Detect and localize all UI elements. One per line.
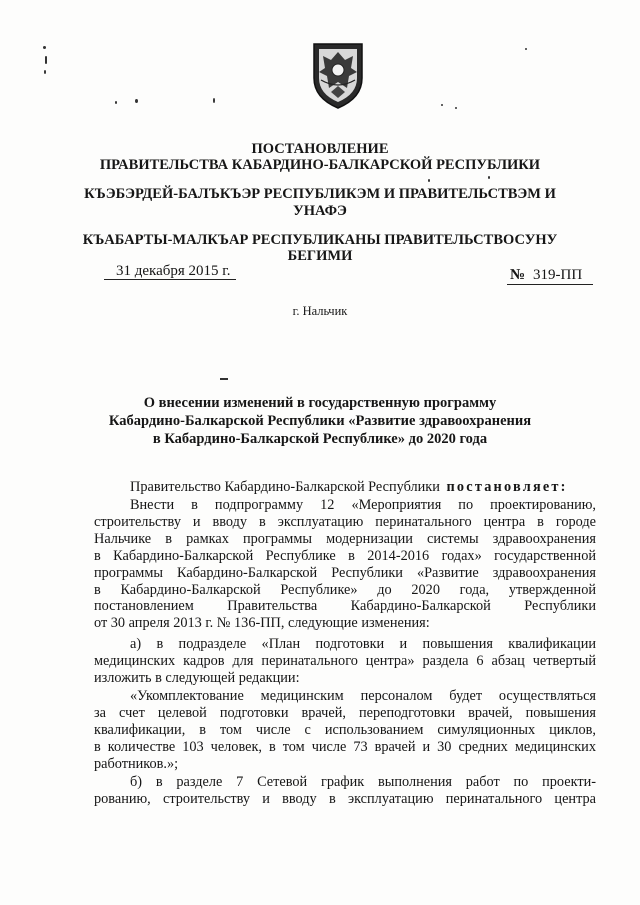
coat-of-arms-emblem <box>309 40 367 110</box>
text-line: а) в подразделе «План подготовки и повышения квалификации <box>130 636 596 652</box>
scan-speck <box>213 98 215 103</box>
text-line: программы Кабардино-Балкарской Республики «Развитие здравоохранения <box>94 564 596 581</box>
issuer-title-kabardian: КЪЭБЭРДЕЙ-БАЛЪКЪЭР РЕСПУБЛИКЭМ И ПРАВИТЕЛЬСТВЭМ И <box>84 186 556 202</box>
scan-speck <box>455 107 457 109</box>
decree-preamble <box>130 479 568 496</box>
text-line: рованию, строительству и вводу в эксплуатацию перинатального центра <box>94 790 596 807</box>
emblem-icon <box>309 40 367 110</box>
text-line: в количестве 103 человек, в том числе 73 врачей и 30 средних медицинских <box>94 738 596 755</box>
paragraph-amendments-intro <box>94 497 596 632</box>
issuer-title-balkar-cont: БЕГИМИ <box>287 248 353 264</box>
issuer-title: ПРАВИТЕЛЬСТВА КАБАРДИНО-БАЛКАРСКОЙ РЕСПУБЛИКИ <box>99 157 541 173</box>
paragraph-item-a <box>94 636 596 687</box>
decree-title-line3: в Кабардино-Балкарской Республике» до 2020 года <box>152 431 488 447</box>
scan-speck <box>525 48 527 50</box>
text-line: работников.»; <box>94 755 179 772</box>
document-number-label: № <box>510 267 526 283</box>
paragraph-item-b <box>94 774 596 808</box>
text-line: квалификации, в том числе с использованием симуляционных циклов, <box>94 721 596 738</box>
scan-speck <box>115 101 117 104</box>
scan-speck <box>441 104 443 106</box>
text-line: в Кабардино-Балкарской Республике в 2014-2016 годах» государственной <box>94 547 596 564</box>
text-line: Нальчике в рамках программы модернизации системы здравоохранения <box>94 530 596 547</box>
text-line: за счет целевой подготовки врачей, переподготовки врачей, повышения <box>94 704 596 721</box>
issuer-title-kabardian-cont: УНАФЭ <box>293 203 347 219</box>
text-line: медицинских кадров для перинатального центра» раздела 6 абзац четвертый <box>94 652 596 669</box>
text-line: строительству и вводу в эксплуатацию перинатального центра в городе <box>94 513 596 530</box>
preamble-text: Правительство Кабардино-Балкарской Республики <box>130 479 440 495</box>
document-type-title: ПОСТАНОВЛЕНИЕ <box>251 141 389 157</box>
scan-speck <box>45 56 47 64</box>
text-line: б) в разделе 7 Сетевой график выполнения работ по проекти- <box>130 774 596 790</box>
number-underline <box>507 284 593 285</box>
document-number: 319-ПП <box>533 267 583 283</box>
city: г. Нальчик <box>292 304 348 318</box>
scan-speck <box>43 46 46 49</box>
decree-title-line1: О внесении изменений в государственную программу <box>143 395 497 411</box>
issuer-title-balkar: КЪАБАРТЫ-МАЛКЪАР РЕСПУБЛИКАНЫ ПРАВИТЕЛЬСТВОСУНУ <box>82 232 558 248</box>
decree-title-line2: Кабардино-Балкарской Республики «Развитие здравоохранения <box>108 413 532 429</box>
scan-speck <box>44 70 46 74</box>
text-line: Внести в подпрограмму 12 «Мероприятия по проектированию, <box>130 497 596 513</box>
scan-speck <box>135 99 138 103</box>
document-date: 31 декабря 2015 г. <box>116 263 231 279</box>
scan-speck <box>488 176 490 179</box>
text-line: постановлением Правительства Кабардино-Балкарской Республики <box>94 598 596 615</box>
paragraph-quote <box>94 688 596 773</box>
text-line: изложить в следующей редакции: <box>94 669 300 686</box>
text-line: от 30 апреля 2013 г. № 136-ПП, следующие изменения: <box>94 615 430 632</box>
scan-speck <box>220 378 228 380</box>
text-line: «Укомплектование медицинским персоналом будет осуществляться <box>130 688 596 704</box>
preamble-keyword: постановляет: <box>446 479 568 495</box>
scan-speck <box>428 179 430 182</box>
date-underline <box>104 279 236 280</box>
text-line: в Кабардино-Балкарской Республике» до 2020 года, утвержденной <box>94 581 596 598</box>
